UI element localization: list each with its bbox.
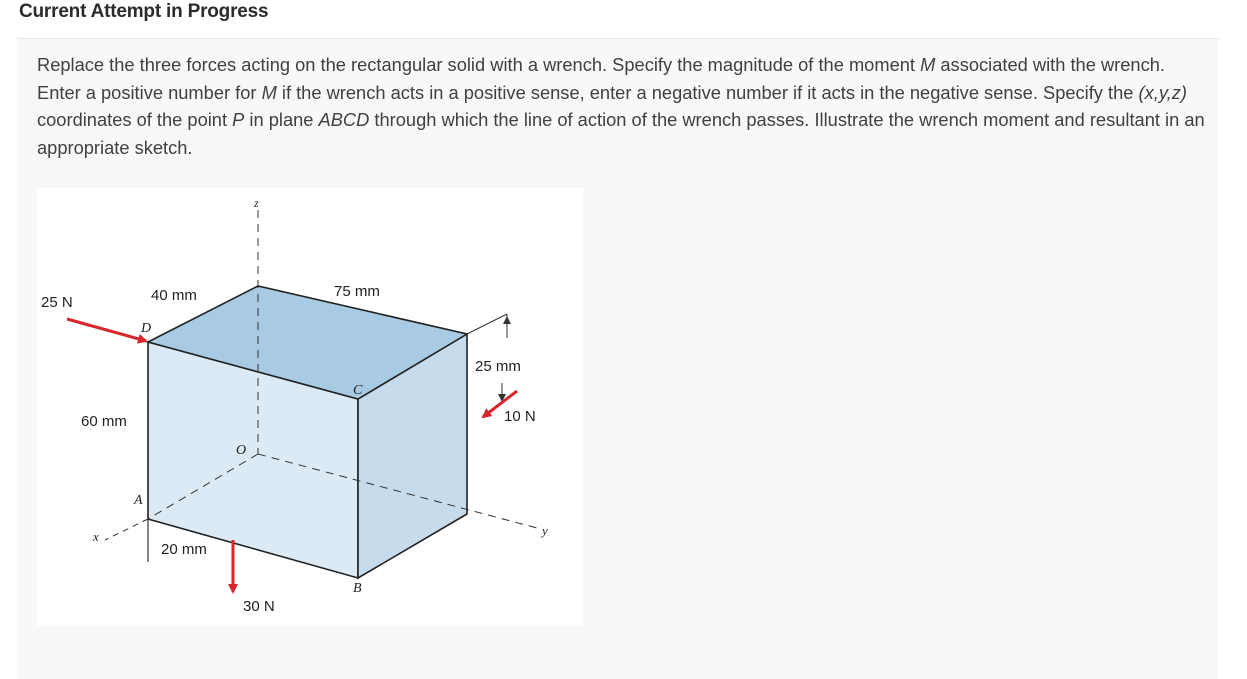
dim-75-label: 75 mm	[334, 283, 380, 300]
point-B-label: B	[353, 581, 362, 596]
origin-O-label: O	[236, 443, 247, 458]
x-axis-line	[105, 519, 148, 540]
dim-60-label: 60 mm	[81, 413, 127, 430]
force-25-arrow	[67, 319, 146, 341]
point-A-label: A	[134, 493, 143, 508]
problem-figure	[37, 188, 583, 626]
page-title: Current Attempt in Progress	[19, 1, 269, 22]
point-C-label: C	[353, 383, 363, 398]
force-10-label: 10 N	[504, 408, 536, 425]
force-25-label: 25 N	[41, 294, 73, 311]
axis-z-label: z	[254, 196, 259, 210]
force-30-label: 30 N	[243, 598, 275, 615]
point-D-label: D	[141, 321, 152, 336]
dim-20-label: 20 mm	[161, 541, 207, 558]
axis-x-label: x	[93, 529, 99, 544]
question-text: Replace the three forces acting on the rectangular solid with a wrench. Specify the magnitude of the moment M associated with the wrench. Enter a positive number for M if the wrench acts in a positive sense, enter a negative number if it acts in the negative sense. Specify the (x,y,z) coordinates of the point P in plane ABCD through which the line of action of the wrench passes. Illustrate the wrench moment and resultant in an appropriate sketch.	[37, 54, 1205, 158]
dim-25-ext	[467, 314, 507, 334]
axis-y-label: y	[542, 523, 548, 538]
dim-40-label: 40 mm	[151, 287, 197, 304]
dim-25-label: 25 mm	[475, 358, 521, 375]
